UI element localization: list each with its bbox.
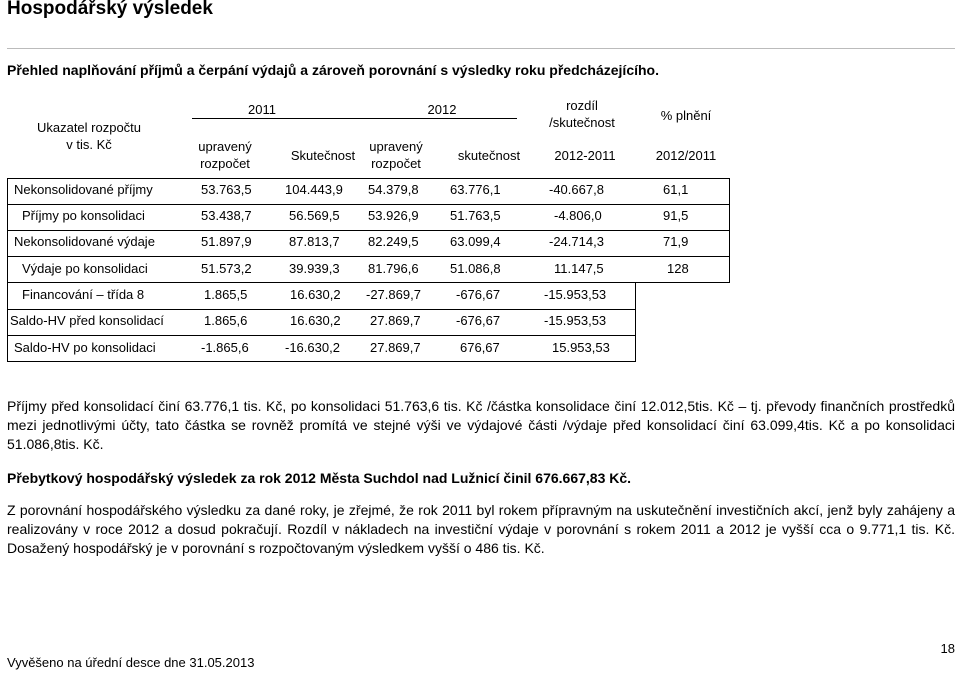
header-budget-2011 xyxy=(185,138,265,172)
row-label: Výdaje po konsolidaci xyxy=(22,261,148,276)
cell-difference: -40.667,8 xyxy=(549,182,604,197)
row-divider xyxy=(7,204,729,205)
cell-budget-2011: 1.865,6 xyxy=(204,313,248,328)
cell-difference: -15.953,53 xyxy=(544,287,607,302)
cell-actual-2011: 87.813,7 xyxy=(289,234,340,249)
cell-actual-2011: 56.569,5 xyxy=(289,208,340,223)
cell-budget-2012: 54.379,8 xyxy=(368,182,419,197)
row-divider xyxy=(7,309,635,310)
header-year-2011: 2011 xyxy=(248,102,276,117)
row-divider xyxy=(7,335,635,336)
header-difference-line1: rozdíl xyxy=(566,98,598,113)
page-heading: Hospodářský výsledek xyxy=(7,0,213,19)
cell-difference: 11.147,5 xyxy=(554,261,604,276)
row-divider xyxy=(7,282,729,283)
header-budget-2011-line2: rozpočet xyxy=(200,156,250,171)
header-period-ratio: 2012/2011 xyxy=(655,148,717,163)
header-year-2012: 2012 xyxy=(427,102,457,117)
header-budget-2012-line1: upravený xyxy=(369,139,423,154)
cell-actual-2011: 39.939,3 xyxy=(289,261,340,276)
row-label: Saldo-HV před konsolidací xyxy=(10,313,164,328)
row-label: Nekonsolidované výdaje xyxy=(14,234,155,249)
cell-budget-2011: 53.763,5 xyxy=(201,182,252,197)
row-divider xyxy=(7,256,729,257)
header-label-line2: v tis. Kč xyxy=(66,137,112,152)
paragraph-comparison: Z porovnání hospodářského výsledku za dané roky, je zřejmé, že rok 2011 byl rokem přípravným na uskutečnění investičních akcí, jenž byly zahájeny a realizovány v roce 2012 a dosud pokračují. Rozdíl v nákladech na investiční výdaje v porovnání s rokem 2011 a 2012 je vyšší cca o 9.771,1 tis. Kč. Dosažený hospodářský je v porovnání s rozpočtovaným výsledkem vyšší o 486 tis. Kč. xyxy=(7,502,955,556)
row-label: Příjmy po konsolidaci xyxy=(22,208,145,223)
cell-budget-2011: -1.865,6 xyxy=(201,340,249,355)
header-budget-2011-line1: upravený xyxy=(198,139,252,154)
header-budget-2012-line2: rozpočet xyxy=(371,156,421,171)
cell-budget-2012: 53.926,9 xyxy=(368,208,419,223)
cell-actual-2011: 104.443,9 xyxy=(285,182,343,197)
paragraph-result: Přebytkový hospodářský výsledek za rok 2012 Města Suchdol nad Lužnicí činil 676.667,83 Kč. xyxy=(7,470,632,486)
header-difference-line2: /skutečnost xyxy=(549,115,615,130)
cell-actual-2012: -676,67 xyxy=(456,313,501,328)
cell-budget-2011: 51.573,2 xyxy=(201,261,252,276)
row-label: Financování – třída 8 xyxy=(22,287,145,302)
cell-budget-2011: 51.897,9 xyxy=(201,234,252,249)
row-label: Saldo-HV po konsolidaci xyxy=(14,340,156,355)
cell-budget-2012: -27.869,7 xyxy=(366,287,421,302)
cell-difference: 15.953,53 xyxy=(552,340,610,355)
cell-budget-2011: 1.865,5 xyxy=(204,287,248,302)
header-actual-2012: skutečnost xyxy=(457,148,521,163)
header-label xyxy=(14,119,164,153)
cell-fulfilment: 61,1 xyxy=(663,182,689,197)
header-fulfilment: % plnění xyxy=(660,108,712,123)
cell-actual-2011: 16.630,2 xyxy=(290,287,341,302)
table-left-border xyxy=(7,178,8,362)
cell-actual-2012: 63.099,4 xyxy=(450,234,501,249)
header-difference xyxy=(522,97,642,131)
cell-difference: -24.714,3 xyxy=(549,234,604,249)
cell-fulfilment: 128 xyxy=(667,261,689,276)
cell-actual-2011: -16.630,2 xyxy=(285,340,340,355)
cell-fulfilment: 71,9 xyxy=(663,234,689,249)
header-actual-2011: Skutečnost xyxy=(290,148,356,163)
header-divider xyxy=(192,118,517,119)
header-label-line1: Ukazatel rozpočtu xyxy=(36,120,142,135)
cell-actual-2012: 51.086,8 xyxy=(450,261,501,276)
cell-budget-2012: 27.869,7 xyxy=(370,340,421,355)
cell-fulfilment: 91,5 xyxy=(663,208,689,223)
header-period-difference: 2012-2011 xyxy=(554,148,616,163)
cell-budget-2012: 81.796,6 xyxy=(368,261,419,276)
cell-budget-2012: 82.249,5 xyxy=(368,234,419,249)
cell-actual-2012: 63.776,1 xyxy=(450,182,501,197)
table-right-border-upper xyxy=(729,178,730,283)
table-caption: Přehled naplňování příjmů a čerpání výdajů a zároveň porovnání s výsledky roku předcházejícího. xyxy=(7,62,659,78)
cell-actual-2011: 16.630,2 xyxy=(290,313,341,328)
cell-budget-2012: 27.869,7 xyxy=(370,313,421,328)
row-label: Nekonsolidované příjmy xyxy=(14,182,153,197)
paragraph-revenue: Příjmy před konsolidací činí 63.776,1 tis. Kč, po konsolidaci 51.763,6 tis. Kč /částka konsolidace činí 12.012,5tis. Kč – tj. převody finančních prostředků mezi jednotlivými účty, tato částka se rovněž promítá ve stejné výši ve výdajové části /výdaje před konsolidací činí 63.099,4tis. Kč a po konsolidaci 51.086,8tis. Kč. xyxy=(7,398,955,452)
page-number: 18 xyxy=(940,641,955,656)
posting-note: Vyvěšeno na úřední desce dne 31.05.2013 xyxy=(7,655,255,670)
header-bottom-line xyxy=(7,178,729,179)
cell-difference: -15.953,53 xyxy=(544,313,607,328)
row-divider xyxy=(7,230,729,231)
table-bottom-line xyxy=(7,361,635,362)
cell-actual-2012: 676,67 xyxy=(460,340,500,355)
cell-budget-2011: 53.438,7 xyxy=(201,208,252,223)
cell-difference: -4.806,0 xyxy=(554,208,602,223)
header-budget-2012 xyxy=(356,138,436,172)
cell-actual-2012: 51.763,5 xyxy=(450,208,501,223)
cell-actual-2012: -676,67 xyxy=(456,287,501,302)
table-right-border xyxy=(635,282,636,362)
